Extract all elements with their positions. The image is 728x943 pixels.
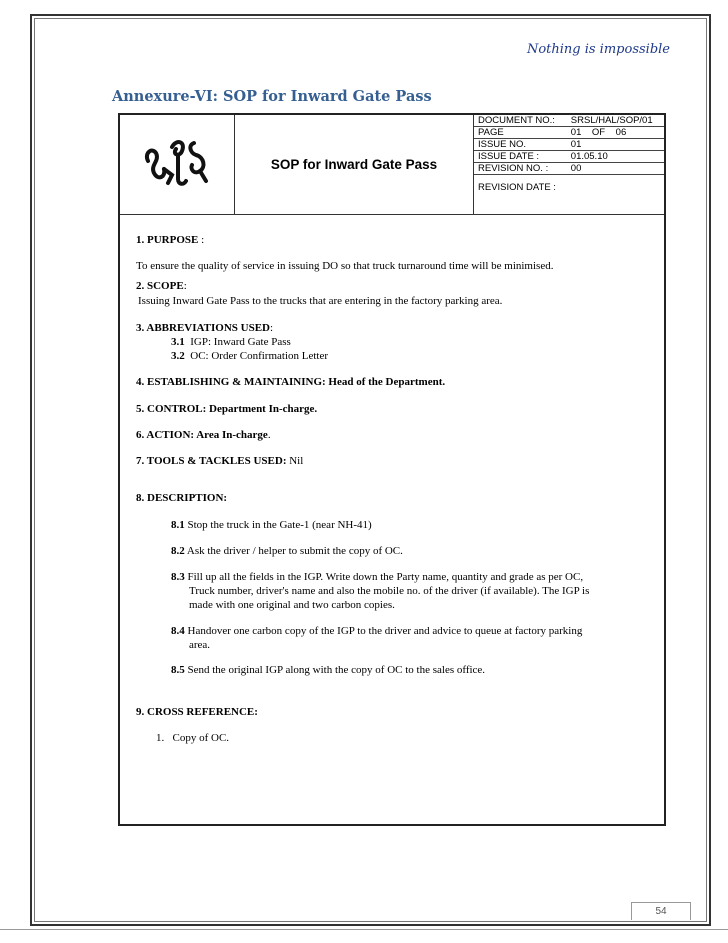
cross-reference-heading: 9. CROSS REFERENCE:	[136, 706, 258, 718]
meta-value: 01.05.10	[567, 151, 664, 163]
sop-title: SOP for Inward Gate Pass	[235, 115, 474, 214]
description-item-line: made with one original and two carbon copies.	[189, 599, 395, 611]
sop-meta-table	[474, 115, 664, 211]
purpose-text: To ensure the quality of service in issuing DO so that truck turnaround time will be minimised.	[136, 260, 554, 272]
meta-row	[474, 151, 664, 163]
sop-header	[120, 115, 664, 215]
meta-value: 00	[567, 163, 664, 175]
bottom-rule	[0, 929, 728, 930]
meta-row	[474, 175, 664, 212]
meta-label: REVISION DATE :	[478, 182, 556, 193]
purpose-heading: 1. PURPOSE :	[136, 234, 205, 246]
meta-label: DOCUMENT NO.:	[474, 115, 567, 127]
srs-logo-icon	[142, 135, 212, 191]
meta-label: PAGE	[474, 127, 567, 139]
establishing-line: 4. ESTABLISHING & MAINTAINING: Head of the Department.	[136, 376, 446, 388]
page-number: 54	[655, 906, 667, 917]
cross-reference-item: 1. Copy of OC.	[156, 732, 230, 744]
meta-value: 01	[567, 139, 664, 151]
sop-logo-cell	[120, 115, 235, 214]
meta-value: 01 OF 06	[567, 127, 664, 139]
meta-row	[474, 127, 664, 139]
annexure-title: Annexure-VI: SOP for Inward Gate Pass	[112, 88, 432, 105]
meta-label: ISSUE DATE :	[474, 151, 567, 163]
description-item-line: area.	[189, 639, 211, 651]
sop-document-image	[118, 113, 666, 826]
abbreviation-item: 3.2 OC: Order Confirmation Letter	[171, 350, 329, 362]
meta-value	[567, 175, 664, 212]
header-tagline: Nothing is impossible	[526, 42, 670, 57]
description-item: 8.1 Stop the truck in the Gate-1 (near NH-41)	[171, 519, 372, 531]
meta-value: SRSL/HAL/SOP/01	[567, 115, 664, 127]
page-number-box	[631, 902, 691, 920]
description-item: 8.2 Ask the driver / helper to submit the copy of OC.	[171, 545, 403, 557]
description-item: 8.3 Fill up all the fields in the IGP. Write down the Party name, quantity and grade as per OC,	[171, 571, 584, 583]
scope-heading: 2. SCOPE:	[136, 280, 187, 292]
abbreviation-item: 3.1 IGP: Inward Gate Pass	[171, 336, 291, 348]
meta-row	[474, 139, 664, 151]
action-line: 6. ACTION: Area In-charge.	[136, 429, 271, 441]
meta-row	[474, 163, 664, 175]
meta-label: REVISION NO. :	[474, 163, 567, 175]
description-item: 8.5 Send the original IGP along with the copy of OC to the sales office.	[171, 664, 486, 676]
meta-row	[474, 115, 664, 127]
description-item-line: Truck number, driver's name and also the mobile no. of the driver (if available). The IGP is	[189, 585, 590, 597]
tools-line: 7. TOOLS & TACKLES USED: Nil	[136, 455, 304, 467]
abbreviations-heading: 3. ABBREVIATIONS USED:	[136, 322, 274, 334]
meta-label: ISSUE NO.	[474, 139, 567, 151]
control-line: 5. CONTROL: Department In-charge.	[136, 403, 318, 415]
scope-text: Issuing Inward Gate Pass to the trucks that are entering in the factory parking area.	[138, 295, 503, 307]
description-heading: 8. DESCRIPTION:	[136, 492, 228, 504]
description-item: 8.4 Handover one carbon copy of the IGP to the driver and advice to queue at factory parking	[171, 625, 583, 637]
